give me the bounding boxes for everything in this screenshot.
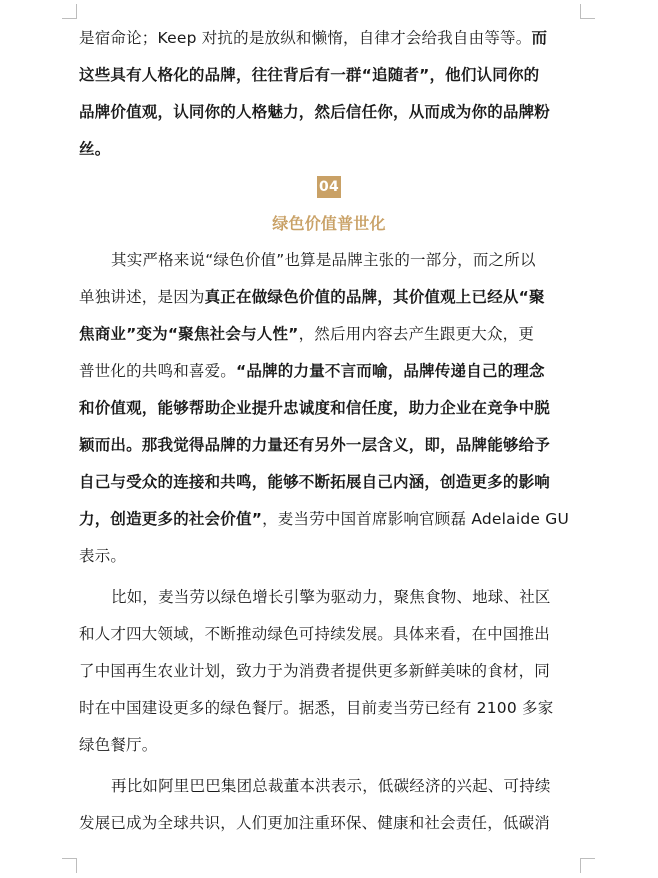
body-text: 其实严格来说“绿色价值”也算是品牌主张的一部分，而之所以	[111, 251, 536, 269]
bold-text: 颖而出。那我觉得品牌的力量还有另外一层含义，即，品牌能够给予	[79, 436, 551, 454]
text-line	[79, 727, 579, 764]
text-line	[79, 501, 579, 538]
section-number-badge: 04	[317, 176, 341, 198]
section-title: 绿色价值普世化	[272, 214, 386, 233]
crop-mark-top-right	[580, 4, 595, 19]
text-line	[79, 690, 579, 727]
paragraph-green-value	[79, 242, 579, 575]
paragraph-alibaba	[79, 768, 579, 842]
body-text: 是宿命论；Keep 对抗的是放纵和懒惰，自律才会给我自由等等。	[79, 29, 532, 47]
crop-mark-bottom-left	[62, 858, 77, 873]
bold-text: “品牌的力量不言而喻，品牌传递自己的理念	[236, 362, 545, 380]
body-text: ，麦当劳中国首席影响官顾磊 Adelaide GU	[262, 510, 569, 528]
body-text: 发展已成为全球共识，人们更加注重环保、健康和社会责任，低碳消	[79, 814, 551, 832]
bold-text: 这些具有人格化的品牌，往往背后有一群“追随者”，他们认同你的	[79, 66, 540, 84]
body-text: 再比如阿里巴巴集团总裁董本洪表示，低碳经济的兴起、可持续	[111, 777, 551, 795]
body-text: 普世化的共鸣和喜爱。	[79, 362, 237, 380]
text-line	[79, 768, 579, 805]
crop-mark-top-left	[62, 4, 77, 19]
text-line	[79, 20, 579, 57]
body-text: 绿色餐厅。	[79, 736, 158, 754]
text-line	[79, 57, 579, 94]
body-text: 了中国再生农业计划，致力于为消费者提供更多新鲜美味的食材，同	[79, 662, 551, 680]
bold-text: 力，创造更多的社会价值”	[79, 510, 263, 528]
text-line	[79, 353, 579, 390]
text-line	[79, 464, 579, 501]
text-line	[79, 427, 579, 464]
crop-mark-bottom-right	[580, 858, 595, 873]
text-line	[79, 94, 579, 131]
text-line	[79, 131, 579, 168]
bold-text: 品牌价值观，认同你的人格魅力，然后信任你，从而成为你的品牌粉	[79, 103, 551, 121]
text-line	[79, 242, 579, 279]
text-line	[79, 579, 579, 616]
body-text: 时在中国建设更多的绿色餐厅。据悉，目前麦当劳已经有 2100 多家	[79, 699, 554, 717]
text-line	[79, 616, 579, 653]
text-line	[79, 390, 579, 427]
bold-text: 自己与受众的连接和共鸣，能够不断拓展自己内涵，创造更多的影响	[79, 473, 551, 491]
body-text: 比如，麦当劳以绿色增长引擎为驱动力，聚焦食物、地球、社区	[111, 588, 551, 606]
bold-text: 而	[531, 29, 548, 47]
body-text: 表示。	[79, 547, 127, 565]
body-text: ，然后用内容去产生跟更大众，更	[298, 325, 535, 343]
text-line	[79, 805, 579, 842]
text-line	[79, 279, 579, 316]
text-line	[79, 316, 579, 353]
intro-paragraph	[79, 20, 579, 168]
bold-text: 焦商业”变为“聚焦社会与人性”	[79, 325, 299, 343]
body-text: 单独讲述，是因为	[79, 288, 205, 306]
document-page	[79, 20, 579, 842]
text-line	[79, 538, 579, 575]
text-line	[79, 653, 579, 690]
bold-text: 丝。	[79, 140, 111, 158]
body-text: 和人才四大领域，不断推动绿色可持续发展。具体来看，在中国推出	[79, 625, 551, 643]
bold-text: 真正在做绿色价值的品牌，其价值观上已经从“聚	[204, 288, 545, 306]
section-number	[79, 168, 579, 205]
bold-text: 和价值观，能够帮助企业提升忠诚度和信任度，助力企业在竞争中脱	[79, 399, 551, 417]
paragraph-mcdonalds	[79, 579, 579, 764]
